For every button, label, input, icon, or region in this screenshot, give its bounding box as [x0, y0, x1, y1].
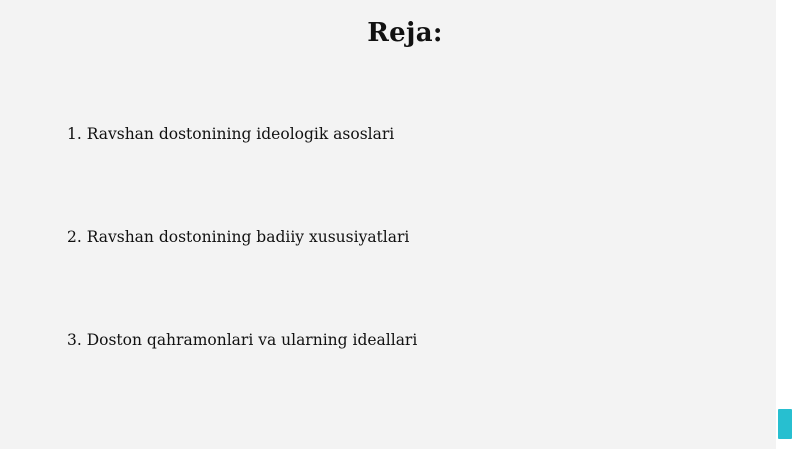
plan-item-2: 2. Ravshan dostonining badiiy xususiyatlari: [67, 228, 410, 246]
slide-title: Reja:: [367, 18, 443, 48]
plan-item-3: 3. Doston qahramonlari va ularning ideallari: [67, 331, 418, 349]
right-scroll-gutter: [776, 0, 800, 449]
plan-item-1: 1. Ravshan dostonining ideologik asoslari: [67, 125, 395, 143]
scroll-handle[interactable]: [778, 409, 792, 439]
